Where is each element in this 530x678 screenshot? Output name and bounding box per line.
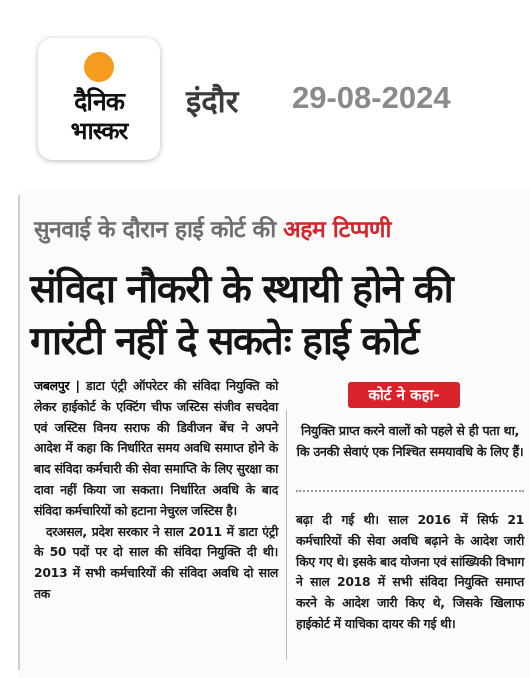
logo-text-line1: दैनिक — [74, 87, 124, 116]
article-column-left — [34, 376, 278, 605]
sun-icon — [84, 52, 114, 82]
headline-line-1: संविदा नौकरी के स्थायी होने की — [30, 267, 453, 312]
logo-text-line2: भास्कर — [70, 117, 128, 145]
page-header — [0, 0, 530, 190]
court-quote: नियुक्ति प्राप्त करने वालों को पहले से ही पता था, कि उनकी सेवाएं एक निश्चित समयावधि के लिए हैं। — [296, 423, 524, 459]
article-column-right — [296, 510, 524, 635]
column-divider — [286, 410, 287, 660]
kicker-text: सुनवाई के दौरान हाई कोर्ट की — [34, 217, 284, 243]
quote-divider — [296, 490, 524, 492]
article-paragraph-2: दरअसल, प्रदेश सरकार ने साल 2011 में डाटा एंट्री के 50 पदों पर दो साल की संविदा नियुक्ति दी थी। 2013 में सभी कर्मचारियों की संविदा अवधि दो साल तक — [34, 523, 278, 601]
dateline: जबलपुर | — [34, 378, 80, 393]
court-said-badge: कोर्ट ने कहा- — [348, 382, 460, 408]
headline-kicker — [34, 212, 524, 244]
clipping-edge — [18, 195, 20, 670]
newspaper-logo — [38, 38, 160, 160]
kicker-highlight: अहम टिप्पणी — [283, 217, 391, 243]
paragraph-1-text: डाटा एंट्री ऑपरेटर की संविदा नियुक्ति को लेकर हाईकोर्ट के एक्टिंग चीफ जस्टिस संजीव सचदेवा एवं जस्टिस विनय सराफ की डिवीजन बेंच ने अपने आदेश में कहा कि निर्धारित समय अवधि समाप्त होने के बाद संविदा कर्मचारी की सेवा समाप्ति के लिए सुरक्षा का दावा नहीं किया जा सकता। निर्धारित अवधि के बाद संविदा कर्मचारियों को हटाना नेचुरल जस्टिस है। — [34, 378, 279, 518]
article-paragraph-3: बढ़ा दी गई थी। साल 2016 में सिर्फ 21 कर्मचारियों की सेवा अवधि बढ़ाने के आदेश जारी किए गए थे। इसके बाद योजना एवं सांख्यिकी विभाग ने साल 2018 में सभी संविदा नियुक्ति समाप्त करने के आदेश जारी किए थे, जिसके खिलाफ हाईकोर्ट में याचिका दायर की गई थी। — [296, 512, 524, 631]
headline-line-2: गारंटी नहीं दे सकतेः हाई कोर्ट — [30, 319, 418, 364]
article-paragraph-1 — [34, 376, 278, 522]
edition-date: 29-08-2024 — [292, 80, 451, 115]
edition-city: इंदौर — [186, 84, 239, 120]
